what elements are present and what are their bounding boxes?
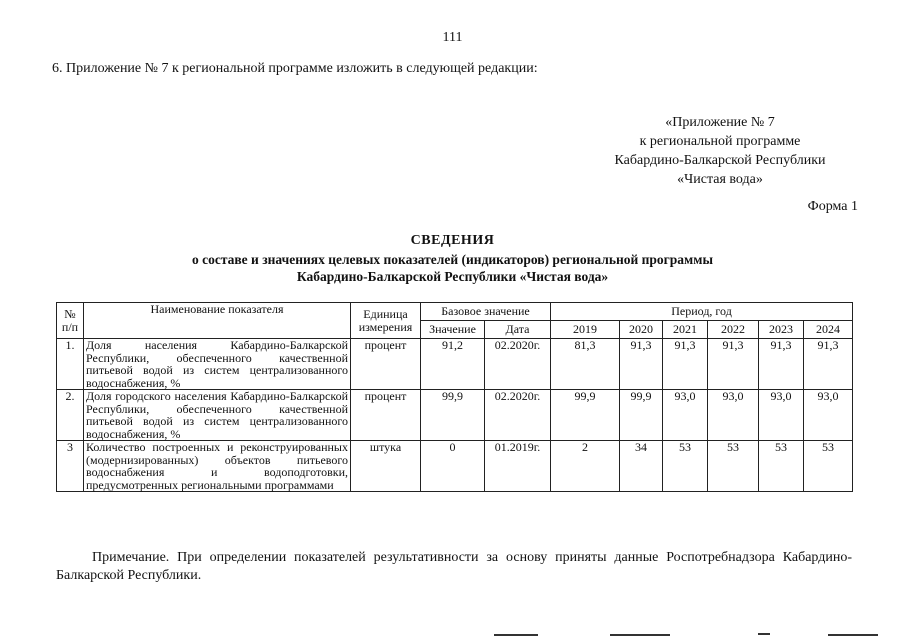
subtitle-line: о составе и значениях целевых показателей (индикаторов) региональной программы — [191, 252, 713, 267]
row-base-value: 91,2 — [421, 339, 485, 390]
row-name: Доля городского населения Кабардино-Балкарской Республики, обеспеченного качественной питьевой водой из систем централизованного водоснабжения, % — [84, 390, 351, 441]
appendix-header — [560, 113, 880, 189]
header-year: 2020 — [620, 321, 663, 339]
row-num: 2. — [57, 390, 84, 441]
header-year: 2024 — [804, 321, 853, 339]
appendix-line: «Чистая вода» — [677, 172, 763, 187]
row-base-value: 99,9 — [421, 390, 485, 441]
subtitle-line: Кабардино-Балкарской Республики «Чистая вода» — [296, 269, 609, 284]
row-year-value: 81,3 — [551, 339, 620, 390]
appendix-line: Кабардино-Балкарской Республики — [614, 153, 826, 168]
row-year-value: 93,0 — [708, 390, 759, 441]
form-label: Форма 1 — [807, 199, 858, 214]
header-base-date: Дата — [485, 321, 551, 339]
row-unit: штука — [351, 441, 421, 492]
header-num: № п/п — [57, 303, 84, 339]
table-row — [57, 390, 853, 441]
row-year-value: 53 — [804, 441, 853, 492]
appendix-line: «Приложение № 7 — [665, 115, 775, 130]
indicators-table — [56, 302, 853, 492]
row-base-date: 02.2020г. — [485, 390, 551, 441]
header-base: Базовое значение — [421, 303, 551, 321]
row-year-value: 53 — [663, 441, 708, 492]
row-year-value: 34 — [620, 441, 663, 492]
row-year-value: 93,0 — [804, 390, 853, 441]
intro-paragraph: 6. Приложение № 7 к региональной программе изложить в следующей редакции: — [52, 61, 538, 76]
row-year-value: 99,9 — [620, 390, 663, 441]
page-number: 111 — [442, 30, 463, 45]
row-num: 1. — [57, 339, 84, 390]
row-base-date: 02.2020г. — [485, 339, 551, 390]
header-period: Период, год — [551, 303, 853, 321]
row-unit: процент — [351, 339, 421, 390]
row-year-value: 91,3 — [708, 339, 759, 390]
row-year-value: 91,3 — [663, 339, 708, 390]
row-year-value: 53 — [759, 441, 804, 492]
row-year-value: 2 — [551, 441, 620, 492]
row-name: Доля населения Кабардино-Балкарской Республики, обеспеченного качественной питьевой водой из систем централизованного водоснабжения, % — [84, 339, 351, 390]
header-row — [57, 303, 853, 321]
row-year-value: 93,0 — [663, 390, 708, 441]
header-year: 2023 — [759, 321, 804, 339]
row-unit: процент — [351, 390, 421, 441]
table-row — [57, 339, 853, 390]
header-unit: Единица измерения — [351, 303, 421, 339]
row-year-value: 91,3 — [804, 339, 853, 390]
header-year: 2021 — [663, 321, 708, 339]
row-year-value: 91,3 — [759, 339, 804, 390]
row-year-value: 99,9 — [551, 390, 620, 441]
row-year-value: 93,0 — [759, 390, 804, 441]
row-year-value: 91,3 — [620, 339, 663, 390]
header-base-value: Значение — [421, 321, 485, 339]
table-row — [57, 441, 853, 492]
row-base-value: 0 — [421, 441, 485, 492]
row-base-date: 01.2019г. — [485, 441, 551, 492]
row-year-value: 53 — [708, 441, 759, 492]
document-subtitle — [0, 251, 905, 285]
document-title: СВЕДЕНИЯ — [410, 233, 495, 248]
row-name: Количество построенных и реконструированных (модернизированных) объектов питьевого водоснабжения и водоподготовки, предусмотренных региональными программами — [84, 441, 351, 492]
header-name: Наименование показателя — [84, 303, 351, 339]
appendix-line: к региональной программе — [639, 134, 801, 149]
header-year: 2019 — [551, 321, 620, 339]
note-paragraph: Примечание. При определении показателей результативности за основу приняты данные Роспотребнадзора Кабардино-Балкарской Республики. — [56, 550, 852, 583]
header-year: 2022 — [708, 321, 759, 339]
row-num: 3 — [57, 441, 84, 492]
scan-artifacts — [0, 630, 905, 640]
